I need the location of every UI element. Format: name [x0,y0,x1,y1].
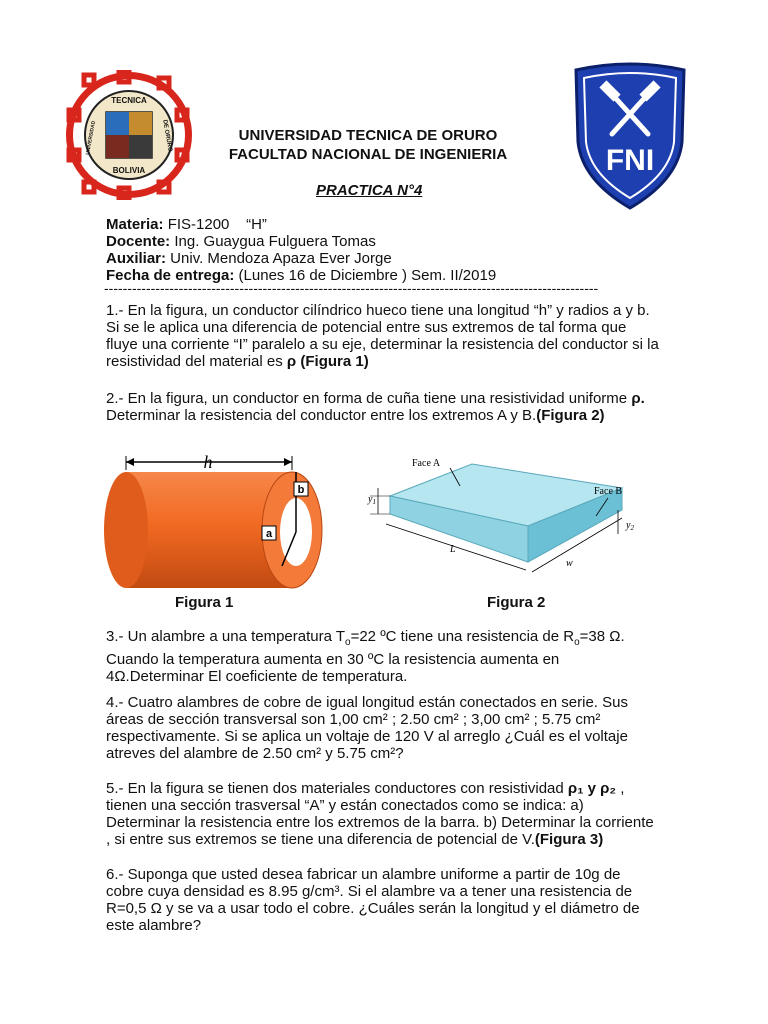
auxiliar-label: Auxiliar: [106,250,167,267]
wedge-slab-figure [360,452,650,582]
problem-2-bold-rho: ρ. [631,390,645,407]
shield-icon [570,62,690,212]
figure-2-caption: Figura 2 [487,594,546,611]
problem-3-sub-2: o [574,637,580,648]
a-label: a [265,528,273,540]
h-label: h [203,452,213,472]
problem-5 [106,780,661,848]
problem-3-sub: o [345,637,351,648]
svg-text:BOLIVIA: BOLIVIA [112,166,146,175]
docente-line [106,233,376,250]
problem-3-text-2: =22 ºC tiene una resistencia de R [350,628,575,645]
separator-line: ---------------------------------------------------------------------------------------------------------- [104,280,599,296]
svg-text:TECNICA: TECNICA [111,96,147,105]
problem-4: 4.- Cuatro alambres de cobre de igual longitud están conectados en serie. Sus áreas de sección transversal son 1,00 cm² ; 2.50 cm² ; 3,00 cm² ; 5.75 cm² respectivamente. Si se aplica un voltaje de 120 V al arreglo ¿Cuál es el voltaje atreves del alambre de 2.50 cm² y 5.75 cm²? [106,694,628,762]
face-a-label: Face A [412,458,441,469]
materia-value: FIS-1200 “H” [163,216,267,233]
problem-3-text-3: =38 Ω. Cuando la temperatura aumenta en 30 ºC la resistencia aumenta en 4Ω.Determinar El coeficiente de temperatura. [106,628,625,685]
university-seal-icon [64,70,194,200]
practice-title: PRACTICA N°4 [316,182,423,199]
problem-1 [106,302,661,370]
svg-text:FNI: FNI [605,144,655,177]
svg-text:UNIVERSIDAD: UNIVERSIDAD [85,120,97,156]
L-label: L [450,544,456,555]
figure-1-caption: Figura 1 [175,594,234,611]
face-b-label: Face B [594,486,623,497]
materia-line [106,216,267,233]
figure-2 [360,452,650,582]
problem-2-text-2: Determinar la resistencia del conductor entre los extremos A y B. [106,407,537,424]
problem-6: 6.- Suponga que usted desea fabricar un alambre uniforme a partir de 10g de cobre cuya densidad es 8.95 g/cm³. Si el alambre va a tener una resistencia de R=0,5 Ω y se va a usar todo el cobre. ¿Cuáles serán la longitud y el diámetro de este alambre? [106,866,640,934]
figure-1 [96,448,328,598]
university-seal-logo [64,70,194,200]
problem-5-bold-2: (Figura 3) [534,831,604,848]
auxiliar-value: Univ. Mendoza Apaza Ever Jorge [166,250,392,267]
problem-1-bold: ρ (Figura 1) [286,353,369,370]
problem-3-text: 3.- Un alambre a una temperatura T [106,628,346,645]
problem-2-text: 2.- En la figura, un conductor en forma de cuña tiene una resistividad uniforme [106,390,632,407]
svg-text:DE ORURO: DE ORURO [161,119,173,153]
b-label: b [297,484,305,496]
problem-1-text: 1.- En la figura, un conductor cilíndrico hueco tiene una longitud “h” y radios a y b. Si se le aplica una diferencia de potencial entre sus extremos de tal forma que fluye una corriente “I” paralelo a su eje, determinar la resistencia del conductor si la resistividad del material es [106,302,659,370]
faculty-title: FACULTAD NACIONAL DE INGENIERIA [228,146,508,163]
problem-3 [106,628,661,685]
problem-2-bold-fig: (Figura 2) [536,407,605,424]
docente-label: Docente: [106,233,171,250]
problem-5-text: 5.- En la figura se tienen dos materiales conductores con resistividad [106,780,568,797]
problem-2 [106,390,661,424]
docente-value: Ing. Guaygua Fulguera Tomas [170,233,376,250]
auxiliar-line [106,250,392,267]
problem-5-text-2: , tienen una sección trasversal “A” y están conectados como se indica: a) Determinar la resistencia entre los extremos de la barra. b) Determinar la corriente , si entre sus extremos se tiene una diferencia de potencial de V. [106,780,654,848]
y2-label: $y_2$ [626,520,634,532]
materia-label: Materia: [106,216,164,233]
y1-label: $y_1$ [368,494,376,506]
fni-shield-logo [570,62,690,212]
fecha-value: (Lunes 16 de Diciembre ) Sem. II/2019 [234,267,497,284]
hollow-cylinder-figure [96,448,328,598]
fecha-label: Fecha de entrega: [106,267,235,284]
problem-5-bold: ρ₁ y ρ₂ [567,780,617,797]
university-title: UNIVERSIDAD TECNICA DE ORURO [238,127,498,144]
w-label: w [566,558,573,569]
